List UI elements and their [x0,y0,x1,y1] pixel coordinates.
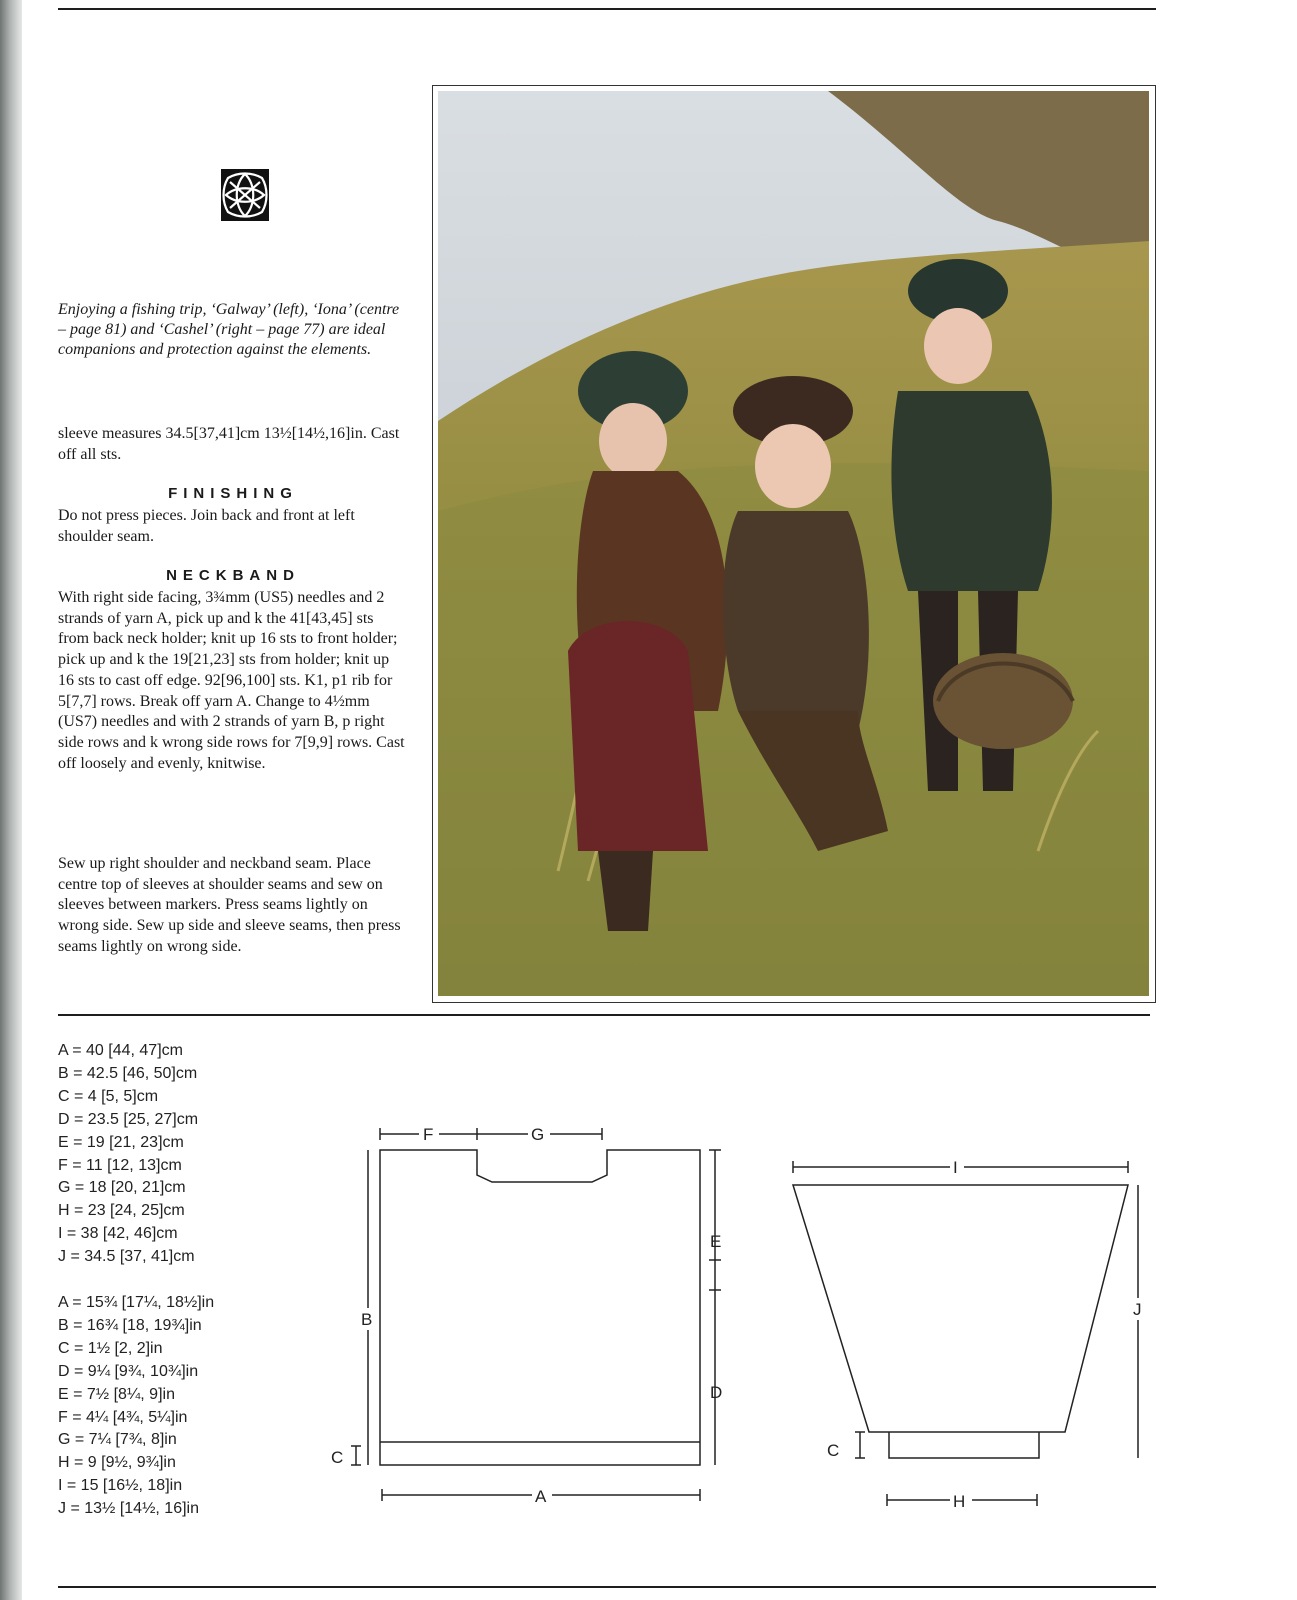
finishing-text: Do not press pieces. Join back and front at left shoulder seam. [58,507,355,545]
measurements-cm-list [58,1040,198,1269]
measurement-in: J = 13½ [14½, 16]in [58,1500,199,1518]
label-e: E [710,1232,722,1251]
label-c-sleeve: C [827,1441,840,1460]
measurement-cm: B = 42.5 [46, 50]cm [58,1064,198,1082]
measurement-in: E = 7½ [8¼, 9]in [58,1385,175,1403]
celtic-knot-icon [220,168,270,222]
measurement-in: C = 1½ [2, 2]in [58,1339,163,1357]
measurements-in-list [58,1292,214,1521]
sleeve-instructions: sleeve measures 34.5[37,41]cm 13½[14½,16]in. Cast off all sts. [58,425,400,463]
fishing-trip-photo [438,91,1149,996]
book-spine-shadow [0,0,22,1600]
photo-frame [432,85,1156,1003]
measurement-cm: G = 18 [20, 21]cm [58,1179,186,1197]
neckband-heading: NECKBAND [166,567,300,584]
garment-schematic [320,1120,1200,1540]
measurement-cm: F = 11 [12, 13]cm [58,1156,182,1174]
measurement-in: B = 16¾ [18, 19¾]in [58,1316,202,1334]
body-piece-outline [380,1150,700,1465]
top-rule [58,8,1156,10]
measurement-cm: E = 19 [21, 23]cm [58,1133,184,1151]
sleeve-cuff-outline [889,1432,1039,1458]
finishing-heading: FINISHING [168,485,298,502]
measurement-cm: C = 4 [5, 5]cm [58,1087,159,1105]
measurement-cm: D = 23.5 [25, 27]cm [58,1110,199,1128]
label-d: D [710,1383,723,1402]
label-f: F [423,1125,434,1144]
measurement-cm: A = 40 [44, 47]cm [58,1042,183,1059]
label-j: J [1133,1300,1142,1319]
assembly-text: Sew up right shoulder and neckband seam. Place centre top of sleeves at shoulder seams and sew on sleeves between markers. Press seams lightly on wrong side. Sew up side and sleeve seams, then press seams lightly on wrong side. [58,855,401,955]
schematic-labels [331,1124,1147,1511]
sleeve-piece-outline [793,1185,1128,1432]
label-c-body: C [331,1448,344,1467]
measurement-in: D = 9¼ [9¾, 10¾]in [58,1362,199,1380]
measurement-cm: H = 23 [24, 25]cm [58,1202,185,1220]
measurement-in: I = 15 [16½, 18]in [58,1477,183,1495]
measurement-in: F = 4¼ [4¾, 5¼]in [58,1408,188,1426]
section-divider [58,1014,1150,1016]
photo-caption: Enjoying a fishing trip, ‘Galway’ (left), ‘Iona’ (centre – page 81) and ‘Cashel’ (right – page 77) are ideal companions and protection against the elements. [58,301,400,358]
measurement-cm: I = 38 [42, 46]cm [58,1225,178,1243]
measurement-in: A = 15¾ [17¼, 18½]in [58,1294,215,1311]
label-a: A [535,1487,547,1506]
label-h: H [953,1492,966,1511]
label-g: G [531,1125,545,1144]
bottom-rule [58,1586,1156,1588]
measurement-in: H = 9 [9½, 9¾]in [58,1454,176,1472]
label-b: B [361,1310,373,1329]
measurement-in: G = 7¼ [7¾, 8]in [58,1431,177,1449]
label-i: I [953,1158,958,1177]
neckband-text: With right side facing, 3¾mm (US5) needles and 2 strands of yarn A, pick up and k the 41[43,45] sts from back neck holder; knit up 16 sts to front holder; pick up and k the 19[21,23] sts from holder; knit up 16 sts to cast off edge. 92[96,100] sts. K1, p1 rib for 5[7,7] rows. Break off yarn A. Change to 4½mm (US7) needles and with 2 strands of yarn B, p right side rows and k wrong side rows for 7[9,9] rows. Cast off loosely and evenly, knitwise. [58,589,405,772]
measurement-cm: J = 34.5 [37, 41]cm [58,1248,195,1266]
